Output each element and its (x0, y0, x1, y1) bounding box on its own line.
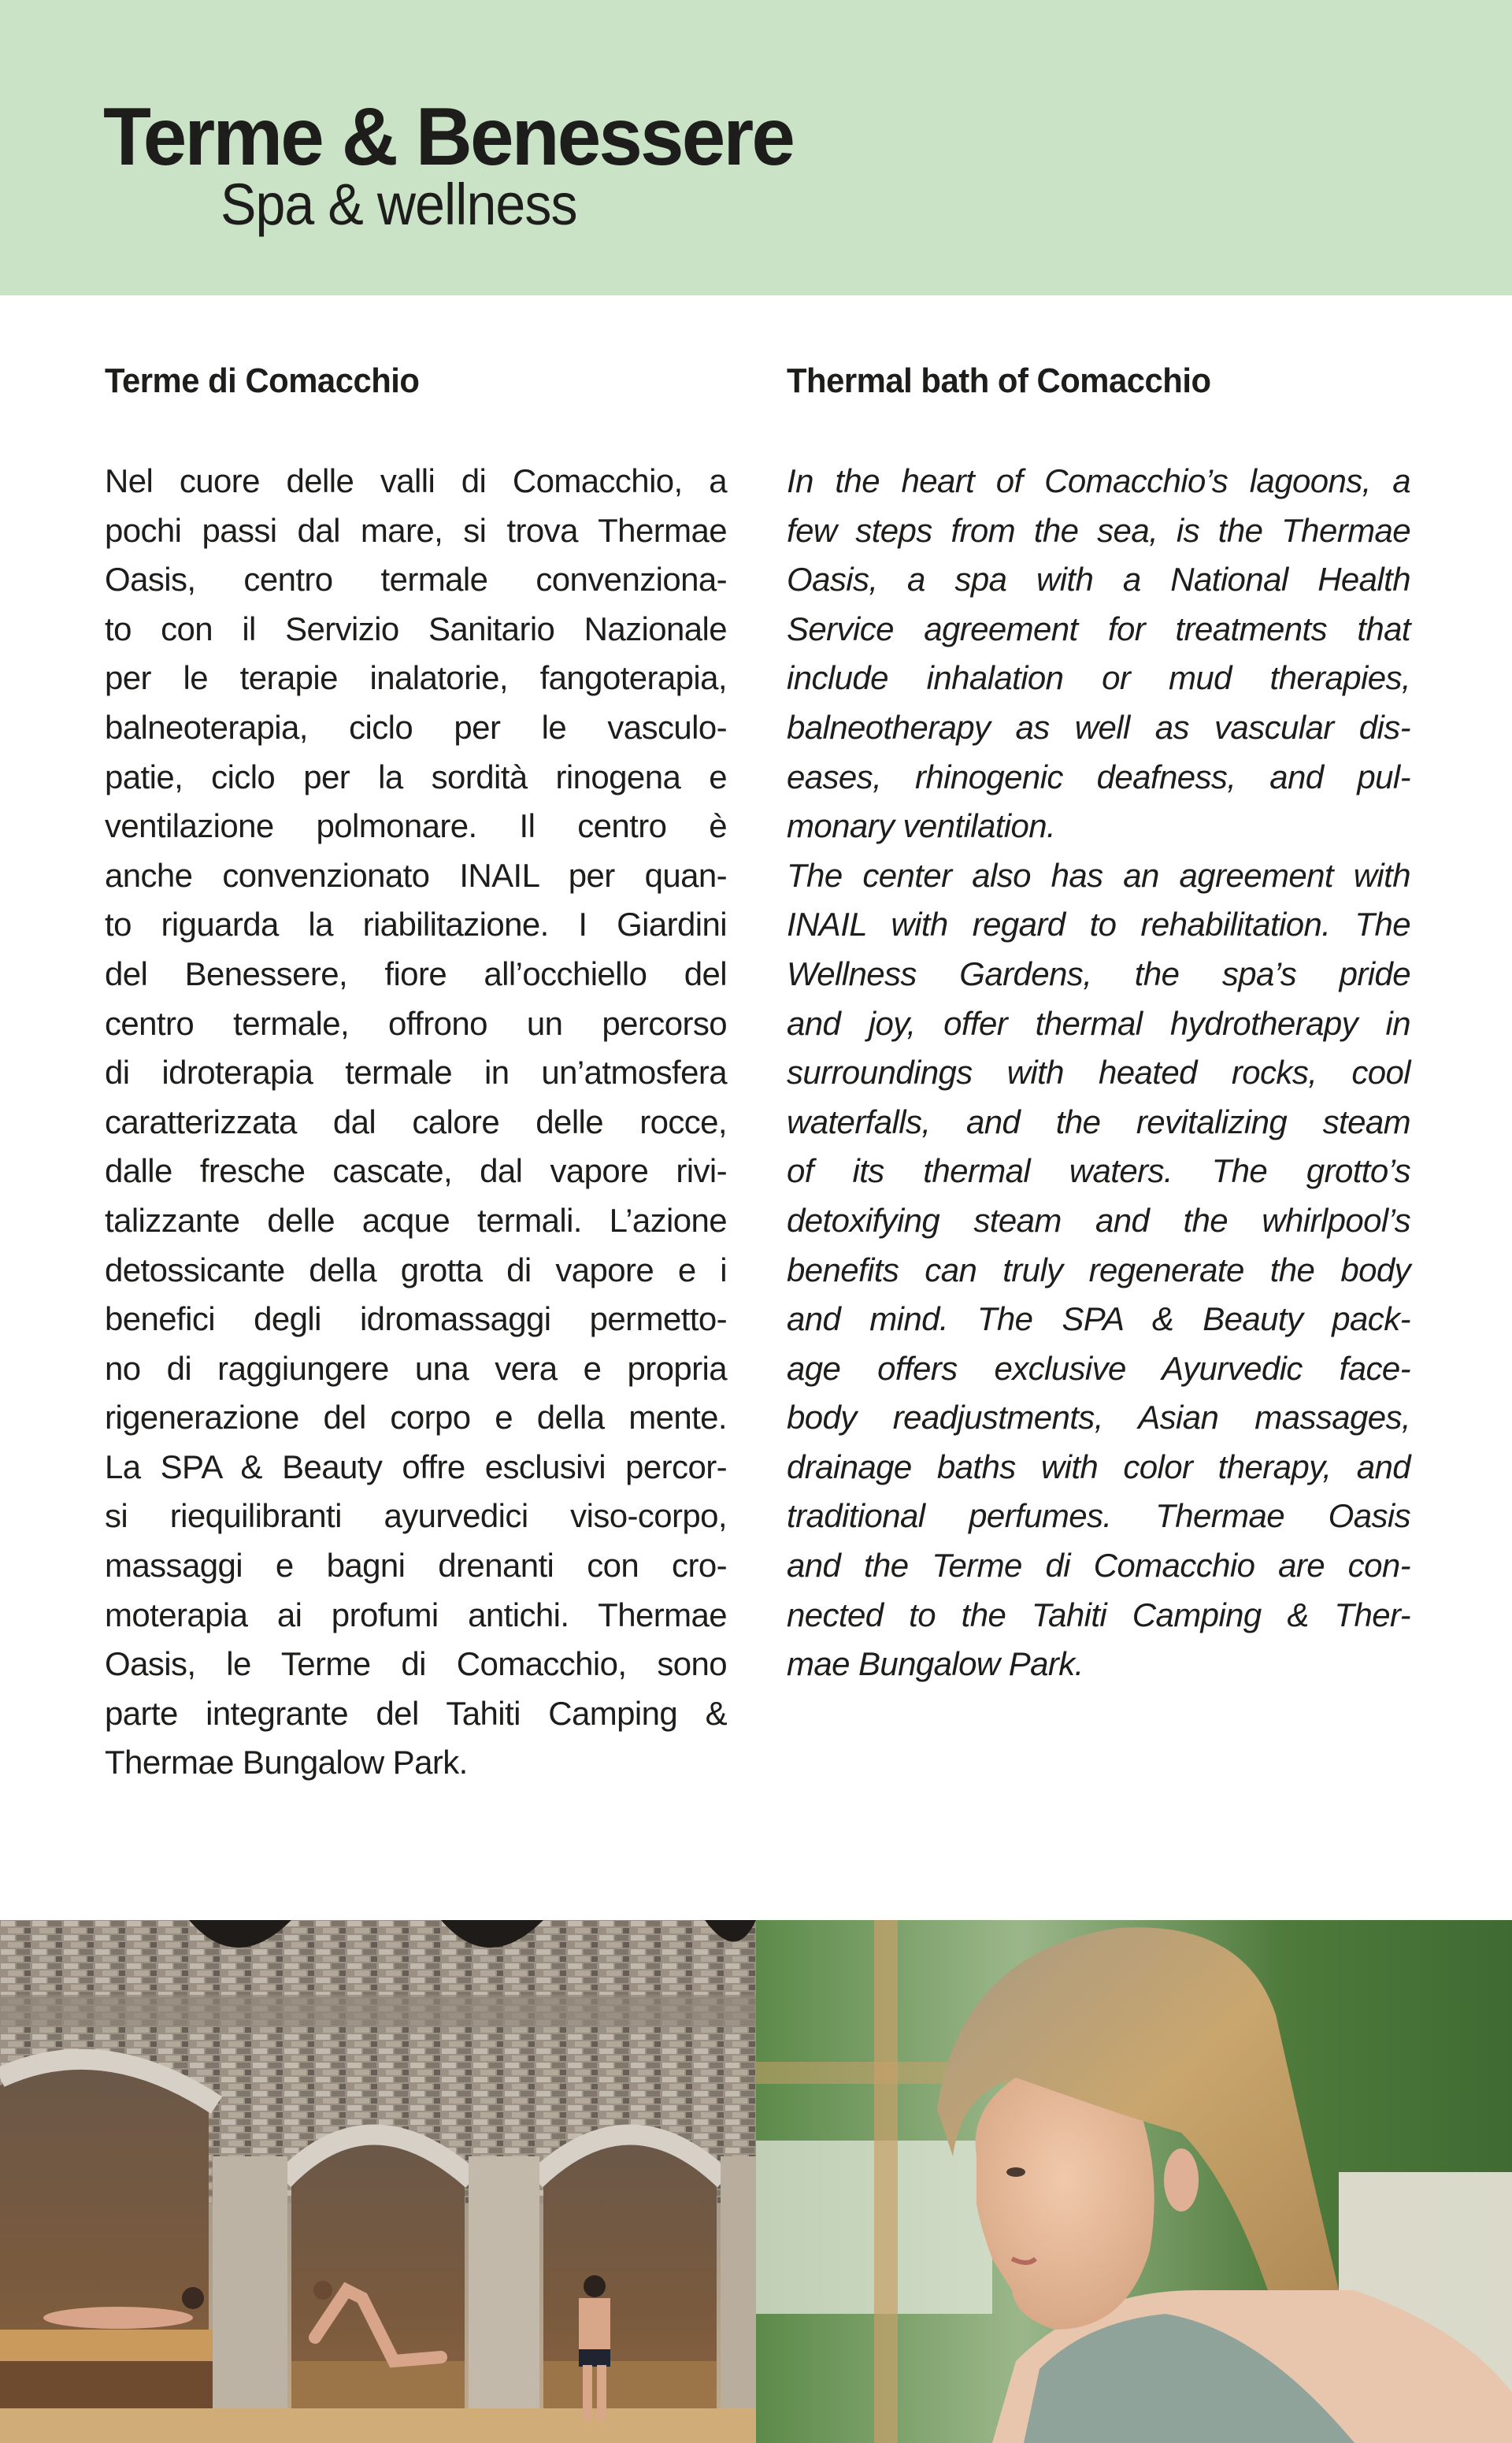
body-line: anche convenzionato INAIL per quan- (105, 856, 727, 894)
body-line: dalle fresche cascate, dal vapore rivi- (105, 1152, 727, 1190)
body-line: no di raggiungere una vera e propria (105, 1349, 727, 1387)
body-line: include inhalation or mud therapies, (787, 659, 1410, 697)
body-line: balneotherapy as well as vascular dis- (787, 708, 1410, 746)
english-body (787, 457, 1410, 1689)
body-line: ventilazione polmonare. Il centro è (105, 807, 727, 845)
body-line: and joy, offer thermal hydrotherapy in (787, 1004, 1410, 1042)
body-line: benefits can truly regenerate the body (787, 1251, 1410, 1288)
page-title: Terme & Benessere (103, 91, 793, 183)
italian-body (105, 457, 727, 1788)
body-line: per le terapie inalatorie, fangoterapia, (105, 659, 727, 697)
body-line: detossicante della grotta di vapore e i (105, 1251, 727, 1288)
body-line: to riguarda la riabilitazione. I Giardini (105, 906, 727, 943)
body-line: few steps from the sea, is the Thermae (787, 511, 1410, 549)
body-line: INAIL with regard to rehabilitation. The (787, 906, 1410, 943)
body-line: drainage baths with color therapy, and (787, 1448, 1410, 1485)
italian-heading: Terme di Comacchio (105, 361, 420, 400)
body-line: and mind. The SPA & Beauty pack- (787, 1300, 1410, 1338)
body-line: The center also has an agreement with (787, 856, 1410, 894)
body-line: rigenerazione del corpo e della mente. (105, 1399, 727, 1437)
body-line: to con il Servizio Sanitario Nazionale (105, 610, 727, 647)
body-line: Oasis, a spa with a National Health (787, 561, 1410, 599)
body-line: monary ventilation. (787, 807, 1056, 845)
body-line: moterapia ai profumi antichi. Thermae (105, 1596, 727, 1633)
body-line: Thermae Bungalow Park. (105, 1744, 468, 1781)
body-line: Oasis, le Terme di Comacchio, sono (105, 1645, 727, 1683)
body-line: detoxifying steam and the whirlpool’s (787, 1201, 1410, 1239)
body-line: Service agreement for treatments that (787, 610, 1410, 647)
body-line: Oasis, centro termale convenziona- (105, 561, 727, 599)
body-line: age offers exclusive Ayurvedic face- (787, 1349, 1410, 1387)
body-line: nected to the Tahiti Camping & Ther- (787, 1596, 1410, 1633)
body-line: si riequilibranti ayurvedici viso-corpo, (105, 1497, 727, 1535)
header-band (0, 0, 1512, 295)
page-subtitle: Spa & wellness (220, 172, 577, 237)
body-line: parte integrante del Tahiti Camping & (105, 1694, 727, 1732)
english-heading: Thermal bath of Comacchio (787, 361, 1211, 400)
body-line: Wellness Gardens, the spa’s pride (787, 955, 1410, 992)
body-line: pochi passi dal mare, si trova Thermae (105, 511, 727, 549)
body-line: In the heart of Comacchio’s lagoons, a (787, 462, 1410, 499)
body-line: massaggi e bagni drenanti con cro- (105, 1547, 727, 1585)
body-line: balneoterapia, ciclo per le vasculo- (105, 708, 727, 746)
body-line: surroundings with heated rocks, cool (787, 1054, 1410, 1092)
body-line: eases, rhinogenic deafness, and pul- (787, 758, 1410, 795)
body-line: patie, ciclo per la sordità rinogena e (105, 758, 727, 795)
body-line: talizzante delle acque termali. L’azione (105, 1201, 727, 1239)
body-line: del Benessere, fiore all’occhiello del (105, 955, 727, 992)
body-line: benefici degli idromassaggi permetto- (105, 1300, 727, 1338)
body-line: of its thermal waters. The grotto’s (787, 1152, 1410, 1190)
body-line: body readjustments, Asian massages, (787, 1399, 1410, 1437)
body-line: mae Bungalow Park. (787, 1645, 1084, 1683)
body-line: Nel cuore delle valli di Comacchio, a (105, 462, 727, 499)
body-line: and the Terme di Comacchio are con- (787, 1547, 1410, 1585)
body-line: La SPA & Beauty offre esclusivi percor- (105, 1448, 727, 1485)
body-line: traditional perfumes. Thermae Oasis (787, 1497, 1410, 1535)
body-line: caratterizzata dal calore delle rocce, (105, 1103, 727, 1140)
body-line: di idroterapia termale in un’atmosfera (105, 1054, 727, 1092)
photo-thermal-grotto (0, 1920, 756, 2443)
photo-woman-mud-mask (756, 1920, 1512, 2443)
body-line: centro termale, offrono un percorso (105, 1004, 727, 1042)
body-line: waterfalls, and the revitalizing steam (787, 1103, 1410, 1140)
